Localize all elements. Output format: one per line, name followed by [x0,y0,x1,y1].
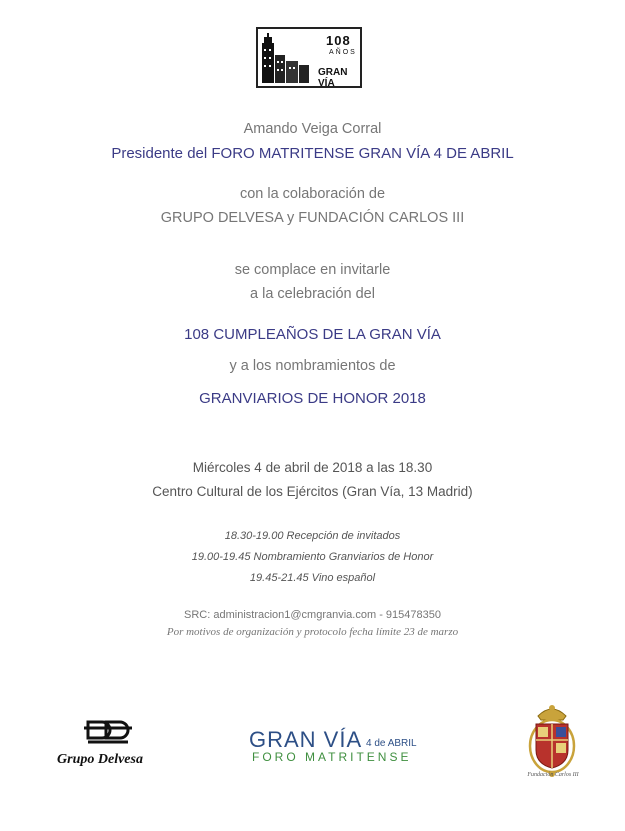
event-number: 108 [184,326,210,343]
rsvp-contact: SRC: administracion1@cmgranvia.com - 915478350 [184,609,441,621]
event-date: Miércoles 4 de abril de 2018 a las 18.30 [192,460,433,475]
event-sub: y a los nombramientos de [229,358,396,374]
invite-line-2: a la celebración del [250,286,375,302]
event-name: CUMPLEAÑOS DE LA GRAN VÍA [213,326,441,343]
building-skyline-icon [262,33,318,83]
fundacion-signature: Fundación Carlos III [527,772,579,778]
schedule-item: 19.00-19.45 Nombramiento Granviarios de Honor [191,551,434,563]
gran-via-108-logo [256,27,362,88]
host-title: Presidente del FORO MATRITENSE GRAN VÍA 4 DE ABRIL [111,145,514,162]
event-venue: Centro Cultural de los Ejércitos (Gran Vía, 13 Madrid) [152,484,473,499]
host-name: Amando Veiga Corral [243,121,382,137]
logo-number: 108 [326,33,351,48]
schedule-item: 19.45-21.45 Vino español [249,572,376,584]
rsvp-deadline: Por motivos de organización y protocolo fecha límite 23 de marzo [166,626,459,638]
honor-title [0,390,625,407]
gv-logo-subtitle: FORO MATRITENSE [252,750,412,764]
collab-intro: con la colaboración de [239,186,386,202]
invite-line-1: se complace en invitarle [234,262,391,278]
honor-name: GRANVIARIOS DE HONOR [199,390,389,407]
delvesa-name: Grupo Delvesa [57,752,143,767]
logo-anos: AÑOS [329,49,357,56]
event-title [0,326,625,343]
schedule-item: 18.30-19.00 Recepción de invitados [224,530,401,542]
coat-of-arms-icon [524,700,580,780]
gv-logo-date: 4 de ABRIL [366,738,417,749]
honor-year: 2018 [392,390,426,407]
logo-name: GRAN VÍA [318,67,348,89]
collab-names: GRUPO DELVESA y FUNDACIÓN CARLOS III [160,210,465,226]
gv-logo-title: GRAN VÍA [249,727,363,752]
